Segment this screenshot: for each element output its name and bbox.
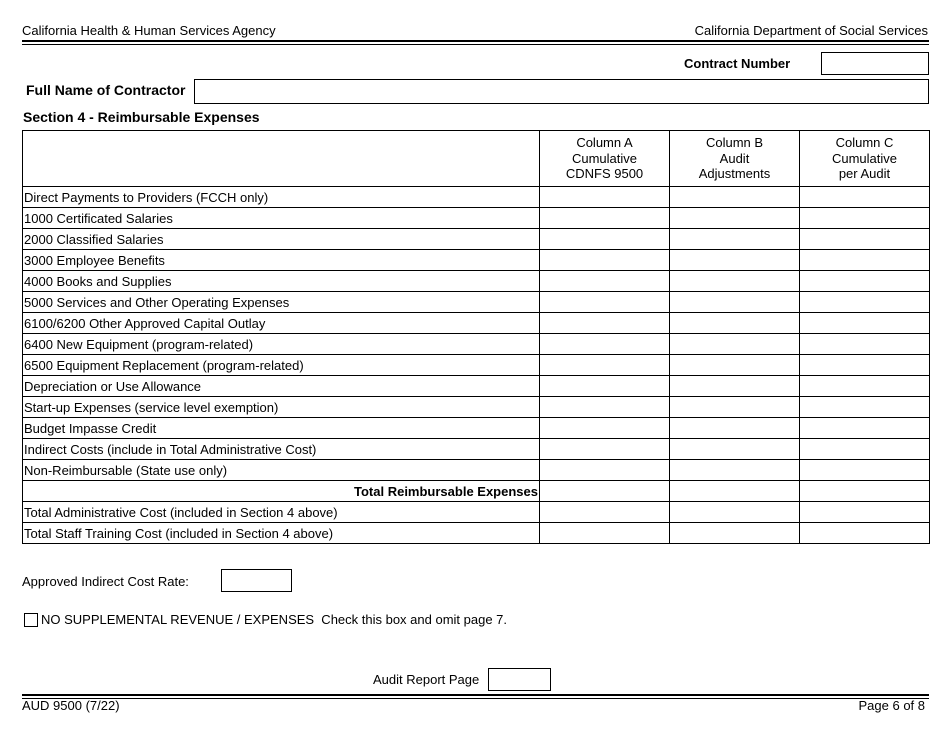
cell-column-a[interactable]	[540, 439, 670, 460]
cell-column-c[interactable]	[800, 523, 930, 544]
cell-column-b[interactable]	[670, 292, 800, 313]
cell-column-c[interactable]	[800, 292, 930, 313]
cell-column-a[interactable]	[540, 271, 670, 292]
cell-column-a[interactable]	[540, 334, 670, 355]
cell-column-a[interactable]	[540, 376, 670, 397]
cell-column-a[interactable]	[540, 481, 670, 502]
table-row	[23, 271, 930, 292]
indirect-rate-field[interactable]	[221, 569, 292, 592]
row-label: 6100/6200 Other Approved Capital Outlay	[23, 313, 540, 334]
cell-column-c[interactable]	[800, 271, 930, 292]
table-row	[23, 292, 930, 313]
cell-column-b[interactable]	[670, 481, 800, 502]
no-supplemental-checkbox[interactable]	[24, 613, 38, 627]
row-label: 4000 Books and Supplies	[23, 271, 540, 292]
table-row	[23, 250, 930, 271]
cell-column-b[interactable]	[670, 397, 800, 418]
row-label: Direct Payments to Providers (FCCH only)	[23, 187, 540, 208]
cell-column-a[interactable]	[540, 460, 670, 481]
row-label: 2000 Classified Salaries	[23, 229, 540, 250]
contractor-name-label: Full Name of Contractor	[26, 82, 186, 98]
cell-column-a[interactable]	[540, 502, 670, 523]
cell-column-a[interactable]	[540, 418, 670, 439]
cell-column-c[interactable]	[800, 376, 930, 397]
header-rule-thin	[22, 44, 929, 45]
cell-column-b[interactable]	[670, 418, 800, 439]
table-row	[23, 502, 930, 523]
row-label: 6500 Equipment Replacement (program-related)	[23, 355, 540, 376]
row-label: Indirect Costs (include in Total Administrative Cost)	[23, 439, 540, 460]
no-supplemental-label: NO SUPPLEMENTAL REVENUE / EXPENSES Check this box and omit page 7.	[41, 612, 508, 627]
contractor-name-field[interactable]	[194, 79, 929, 104]
table-row	[23, 187, 930, 208]
total-reimbursable-label: Total Reimbursable Expenses	[23, 481, 540, 502]
cell-column-b[interactable]	[670, 313, 800, 334]
cell-column-b[interactable]	[670, 187, 800, 208]
cell-column-b[interactable]	[670, 355, 800, 376]
cell-column-a[interactable]	[540, 187, 670, 208]
audit-report-page-label: Audit Report Page	[373, 672, 480, 687]
department-name: California Department of Social Services	[694, 23, 928, 38]
row-label: 6400 New Equipment (program-related)	[23, 334, 540, 355]
header-blank	[23, 131, 540, 187]
row-label: 5000 Services and Other Operating Expenses	[23, 292, 540, 313]
row-label: Total Administrative Cost (included in Section 4 above)	[23, 502, 540, 523]
cell-column-a[interactable]	[540, 523, 670, 544]
audit-report-page-field[interactable]	[488, 668, 551, 691]
table-row	[23, 418, 930, 439]
header-rule	[22, 40, 929, 42]
cell-column-c[interactable]	[800, 187, 930, 208]
column-a-header: Column A Cumulative CDNFS 9500	[540, 131, 670, 187]
row-label: Depreciation or Use Allowance	[23, 376, 540, 397]
page-number: Page 6 of 8	[858, 698, 925, 713]
table-row	[23, 229, 930, 250]
cell-column-b[interactable]	[670, 229, 800, 250]
cell-column-a[interactable]	[540, 397, 670, 418]
row-label: 1000 Certificated Salaries	[23, 208, 540, 229]
cell-column-c[interactable]	[800, 397, 930, 418]
cell-column-b[interactable]	[670, 439, 800, 460]
column-b-header: Column B Audit Adjustments	[670, 131, 800, 187]
row-label: Start-up Expenses (service level exemption)	[23, 397, 540, 418]
reimbursable-expenses-table	[22, 130, 930, 544]
cell-column-b[interactable]	[670, 523, 800, 544]
footer-rule	[22, 694, 929, 696]
cell-column-b[interactable]	[670, 208, 800, 229]
cell-column-c[interactable]	[800, 481, 930, 502]
cell-column-c[interactable]	[800, 313, 930, 334]
cell-column-c[interactable]	[800, 439, 930, 460]
cell-column-b[interactable]	[670, 502, 800, 523]
cell-column-c[interactable]	[800, 355, 930, 376]
cell-column-b[interactable]	[670, 271, 800, 292]
column-c-header: Column C Cumulative per Audit	[800, 131, 930, 187]
cell-column-c[interactable]	[800, 334, 930, 355]
cell-column-c[interactable]	[800, 418, 930, 439]
contract-number-field[interactable]	[821, 52, 929, 75]
cell-column-b[interactable]	[670, 334, 800, 355]
cell-column-b[interactable]	[670, 250, 800, 271]
table-row	[23, 355, 930, 376]
cell-column-c[interactable]	[800, 502, 930, 523]
cell-column-a[interactable]	[540, 229, 670, 250]
table-row	[23, 460, 930, 481]
cell-column-b[interactable]	[670, 376, 800, 397]
section-title: Section 4 - Reimbursable Expenses	[23, 109, 260, 125]
table-row	[23, 439, 930, 460]
table-row	[23, 523, 930, 544]
cell-column-a[interactable]	[540, 313, 670, 334]
cell-column-a[interactable]	[540, 208, 670, 229]
cell-column-c[interactable]	[800, 460, 930, 481]
agency-name: California Health & Human Services Agency	[22, 23, 276, 38]
total-row	[23, 481, 930, 502]
cell-column-c[interactable]	[800, 208, 930, 229]
contract-number-label: Contract Number	[684, 56, 791, 71]
table-row	[23, 334, 930, 355]
cell-column-a[interactable]	[540, 250, 670, 271]
form-id: AUD 9500 (7/22)	[22, 698, 120, 713]
cell-column-c[interactable]	[800, 229, 930, 250]
row-label: Total Staff Training Cost (included in Section 4 above)	[23, 523, 540, 544]
table-header-row	[23, 131, 930, 187]
table-row	[23, 313, 930, 334]
cell-column-c[interactable]	[800, 250, 930, 271]
row-label: 3000 Employee Benefits	[23, 250, 540, 271]
table-row	[23, 397, 930, 418]
table-row	[23, 376, 930, 397]
row-label: Budget Impasse Credit	[23, 418, 540, 439]
cell-column-a[interactable]	[540, 292, 670, 313]
footer-rule-thin	[22, 698, 929, 699]
table-row	[23, 208, 930, 229]
cell-column-b[interactable]	[670, 460, 800, 481]
indirect-rate-label: Approved Indirect Cost Rate:	[22, 574, 189, 589]
row-label: Non-Reimbursable (State use only)	[23, 460, 540, 481]
cell-column-a[interactable]	[540, 355, 670, 376]
